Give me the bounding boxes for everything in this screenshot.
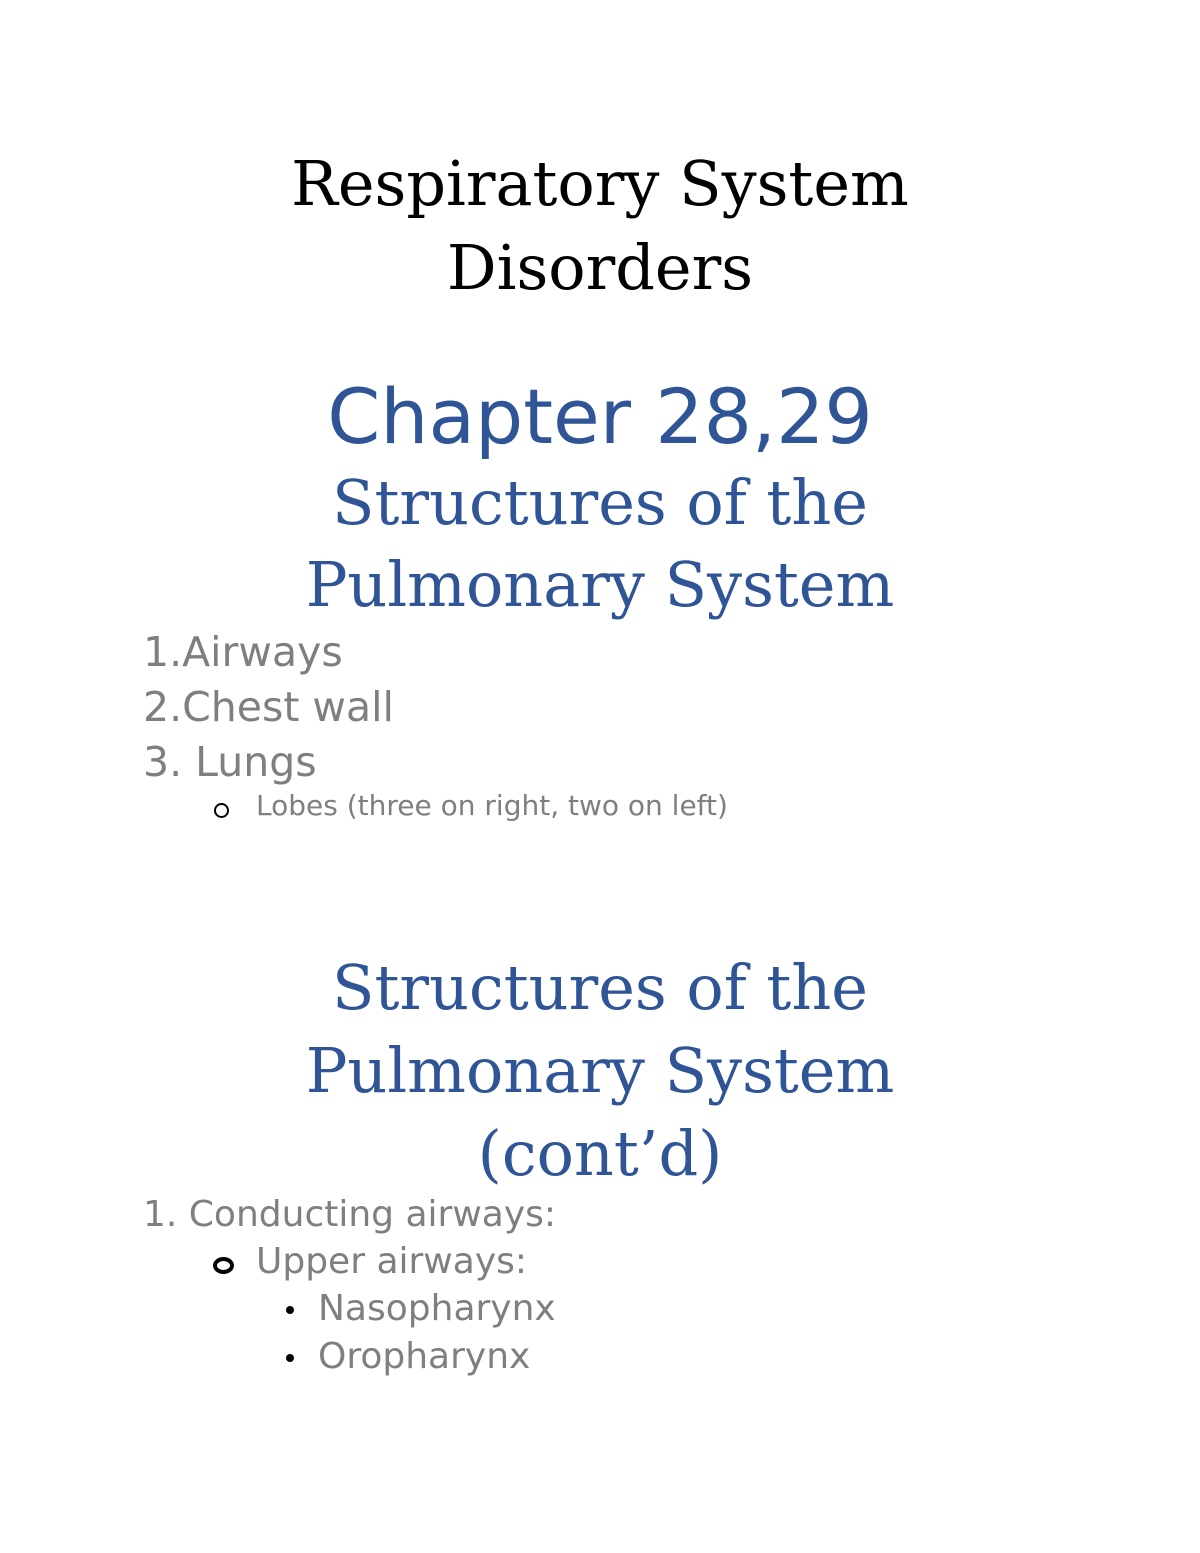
section1-heading-line-2: Pulmonary System [305,548,895,621]
dot-bullet-icon [286,1306,294,1314]
document-title-line-2: Disorders [446,231,754,304]
section2-heading-line-2: Pulmonary System [305,1034,895,1107]
list-item-airways: 1.Airways [143,628,343,676]
dot-bullet-icon [286,1354,294,1362]
document-title-line-1: Respiratory System [291,147,909,220]
chapter-heading: Chapter 28,29 [327,372,873,461]
hollow-circle-bullet-icon [214,803,229,818]
sub-item-upper-airways: Upper airways: [256,1241,528,1282]
section2-heading-line-3: (cont’d) [477,1117,723,1190]
list-item-chest-wall: 2.Chest wall [143,683,394,731]
sub-sub-item-nasopharynx: Nasopharynx [318,1288,556,1329]
sub-item-lobes: Lobes (three on right, two on left) [256,789,728,822]
list-item-lungs: 3. Lungs [143,738,317,786]
hollow-circle-bullet-icon [213,1257,234,1274]
section1-heading-line-1: Structures of the [332,466,868,539]
section2-heading-line-1: Structures of the [332,951,868,1024]
sub-sub-item-oropharynx: Oropharynx [318,1336,531,1377]
list-item-conducting-airways: 1. Conducting airways: [143,1194,557,1235]
